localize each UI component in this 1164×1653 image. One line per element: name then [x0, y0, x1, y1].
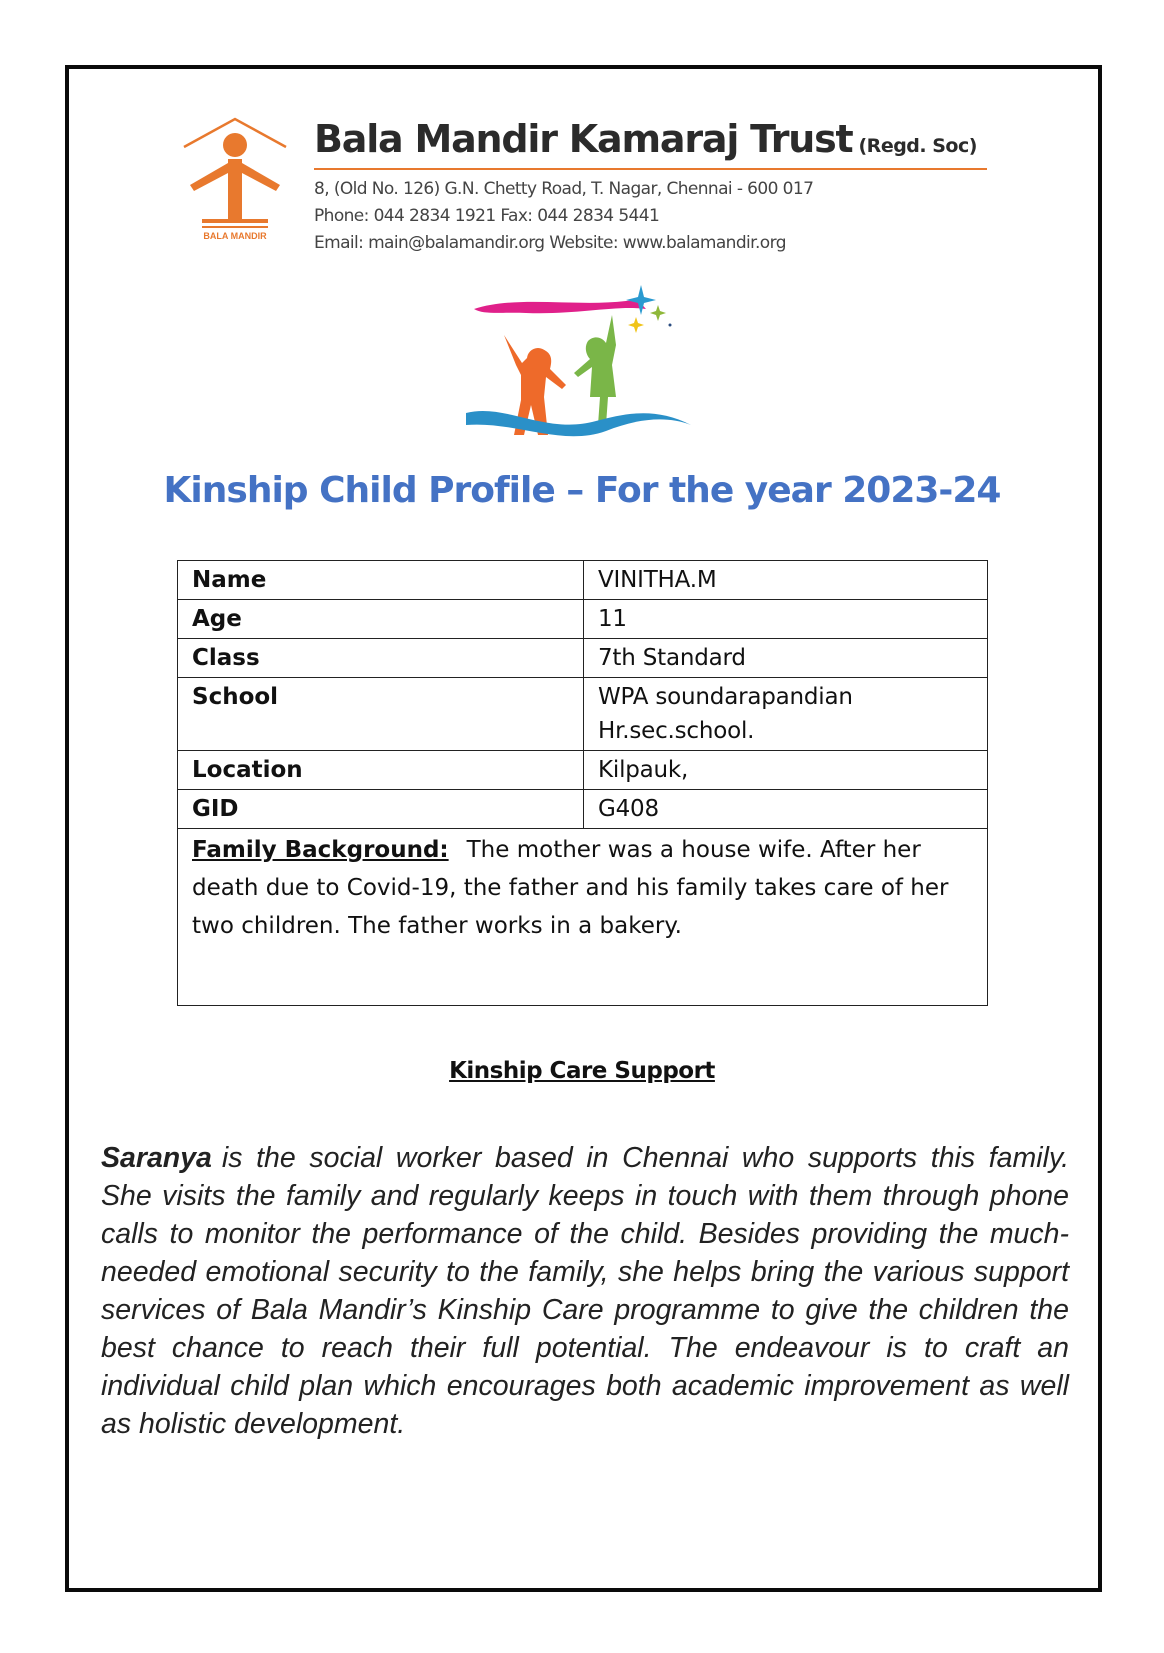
field-value: Kilpauk, [584, 751, 988, 790]
field-label: School [178, 678, 584, 751]
table-row [178, 751, 988, 790]
support-paragraph [101, 1139, 1069, 1443]
section-heading: Kinship Care Support [449, 1058, 715, 1084]
org-name-text: Bala Mandir Kamaraj Trust [314, 117, 853, 161]
social-worker-name: Saranya [101, 1141, 212, 1174]
page-title: Kinship Child Profile – For the year 2023-24 [163, 470, 1001, 511]
field-label: Class [178, 639, 584, 678]
field-label: Name [178, 561, 584, 600]
table-row [178, 600, 988, 639]
letterhead-divider [314, 168, 987, 170]
table-row [178, 639, 988, 678]
family-background-row [178, 829, 988, 1006]
field-label: GID [178, 790, 584, 829]
org-name [314, 117, 977, 161]
children-reaching-stars-icon [466, 285, 696, 450]
family-background-label: Family Background: [192, 837, 449, 863]
field-value: G408 [584, 790, 988, 829]
bala-mandir-logo-icon [180, 115, 290, 250]
letterhead [180, 115, 1000, 260]
family-background-text: The mother was a house wife. After her death due to Covid-19, the father and his family takes care of her two children. The father works in a bakery. [192, 837, 949, 939]
org-suffix: (Regd. Soc) [858, 135, 977, 157]
org-contact: Phone: 044 2834 1921 Fax: 044 2834 5441 [314, 206, 660, 226]
profile-table [177, 560, 988, 1006]
field-label: Location [178, 751, 584, 790]
table-row [178, 790, 988, 829]
org-web: Email: main@balamandir.org Website: www.balamandir.org [314, 233, 786, 253]
field-value: 7th Standard [584, 639, 988, 678]
org-address: 8, (Old No. 126) G.N. Chetty Road, T. Nagar, Chennai - 600 017 [314, 179, 814, 199]
field-value: VINITHA.M [584, 561, 988, 600]
field-value: 11 [584, 600, 988, 639]
field-label: Age [178, 600, 584, 639]
logo-caption: BALA MANDIR [203, 231, 267, 241]
table-row [178, 678, 988, 751]
field-value: WPA soundarapandian Hr.sec.school. [584, 678, 988, 751]
support-text: is the social worker based in Chennai who supports this family. She visits the family and regularly keeps in touch with them through phone calls to monitor the performance of the child. Besides providing the much-needed emotional security to the family, she helps bring the various support services of Bala Mandir’s Kinship Care programme to give the children the best chance to reach their full potential. The endeavour is to craft an individual child plan which encourages both academic improvement as well as holistic development. [101, 1141, 1069, 1440]
family-background-cell [178, 829, 988, 1006]
table-row [178, 561, 988, 600]
